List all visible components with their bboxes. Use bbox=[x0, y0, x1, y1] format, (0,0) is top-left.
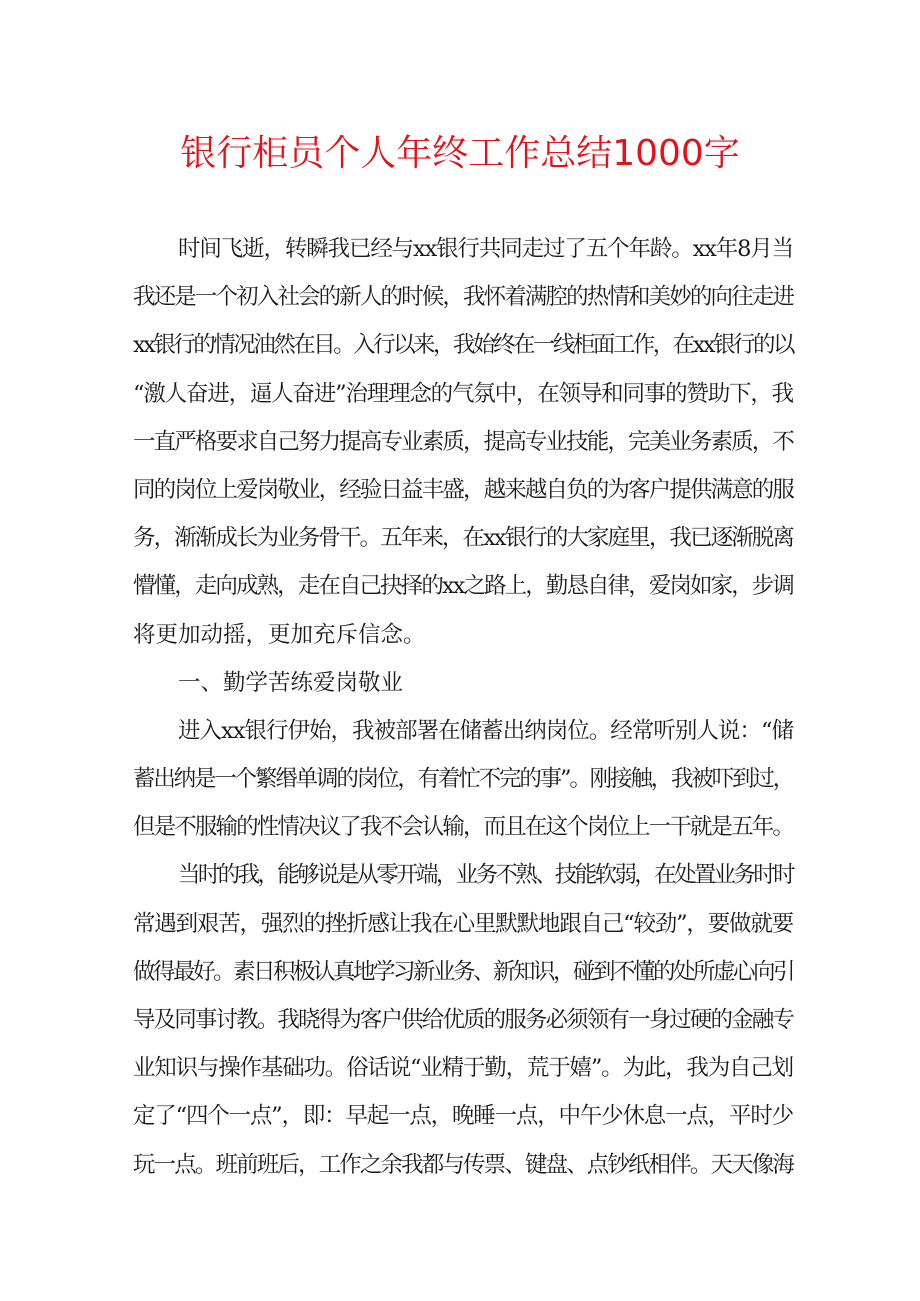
body-line: 进入xx银行伊始，我被部署在储蓄出纳岗位。经常听别人说：“储 bbox=[178, 717, 793, 744]
body-line: 懵懂，走向成熟，走在自己抉择的xx之路上，勤恳自律，爱岗如家，步调 bbox=[133, 573, 793, 600]
body-line: 导及同事讨教。我晓得为客户供给优质的服务必须领有一身过硬的金融专 bbox=[133, 1007, 793, 1033]
body-line: xx银行的情况油然在目。入行以来，我始终在一线柜面工作，在xx银行的以 bbox=[133, 332, 793, 359]
body-line: 务，渐渐成长为业务骨干。五年来，在xx银行的大家庭里，我已逐渐脱离 bbox=[133, 525, 793, 552]
body-line: 当时的我，能够说是从零开端，业务不熟、技能软弱，在处置业务时时 bbox=[178, 862, 793, 889]
body-line: 将更加动摇，更加充斥信念。 bbox=[133, 621, 426, 648]
document-title: 银行柜员个人年终工作总结1000字 bbox=[180, 133, 740, 174]
body-line: 但是不服输的性情决议了我不会认输，而且在这个岗位上一干就是五年。 bbox=[133, 814, 793, 841]
body-line: 时间飞逝，转瞬我已经与xx银行共同走过了五个年龄。xx年8月当 bbox=[178, 236, 793, 262]
document-body bbox=[133, 225, 793, 1189]
body-line: “激人奋进，逼人奋进”治理理念的气氛中，在领导和同事的赞助下，我 bbox=[133, 380, 793, 407]
body-line: 同的岗位上爱岗敬业，经验日益丰盛，越来越自负的为客户提供满意的服 bbox=[133, 476, 793, 503]
body-line: 一直严格要求自己努力提高专业素质，提高专业技能，完美业务素质，不 bbox=[133, 428, 793, 455]
section-heading: 一、勤学苦练爱岗敬业 bbox=[178, 669, 404, 696]
body-line: 蓄出纳是一个繁缗单调的岗位，有着忙不完的事”。刚接触，我被吓到过， bbox=[133, 766, 793, 793]
body-line: 定了“四个一点”，即：早起一点，晚睡一点，中午少休息一点，平时少 bbox=[133, 1103, 793, 1130]
body-line: 业知识与操作基础功。俗话说“业精于勤，荒于嬉”。为此，我为自己划 bbox=[133, 1055, 793, 1082]
body-line: 我还是一个初入社会的新人的时候，我怀着满腔的热情和美妙的向往走进 bbox=[133, 284, 793, 311]
body-line: 玩一点。班前班后，工作之余我都与传票、键盘、点钞纸相伴。天天像海 bbox=[133, 1151, 793, 1178]
body-line: 做得最好。素日积极认真地学习新业务、新知识，碰到不懂的处所虚心向引 bbox=[133, 958, 793, 985]
body-line: 常遇到艰苦，强烈的挫折感让我在心里默默地跟自己“较劲”，要做就要 bbox=[133, 910, 793, 937]
